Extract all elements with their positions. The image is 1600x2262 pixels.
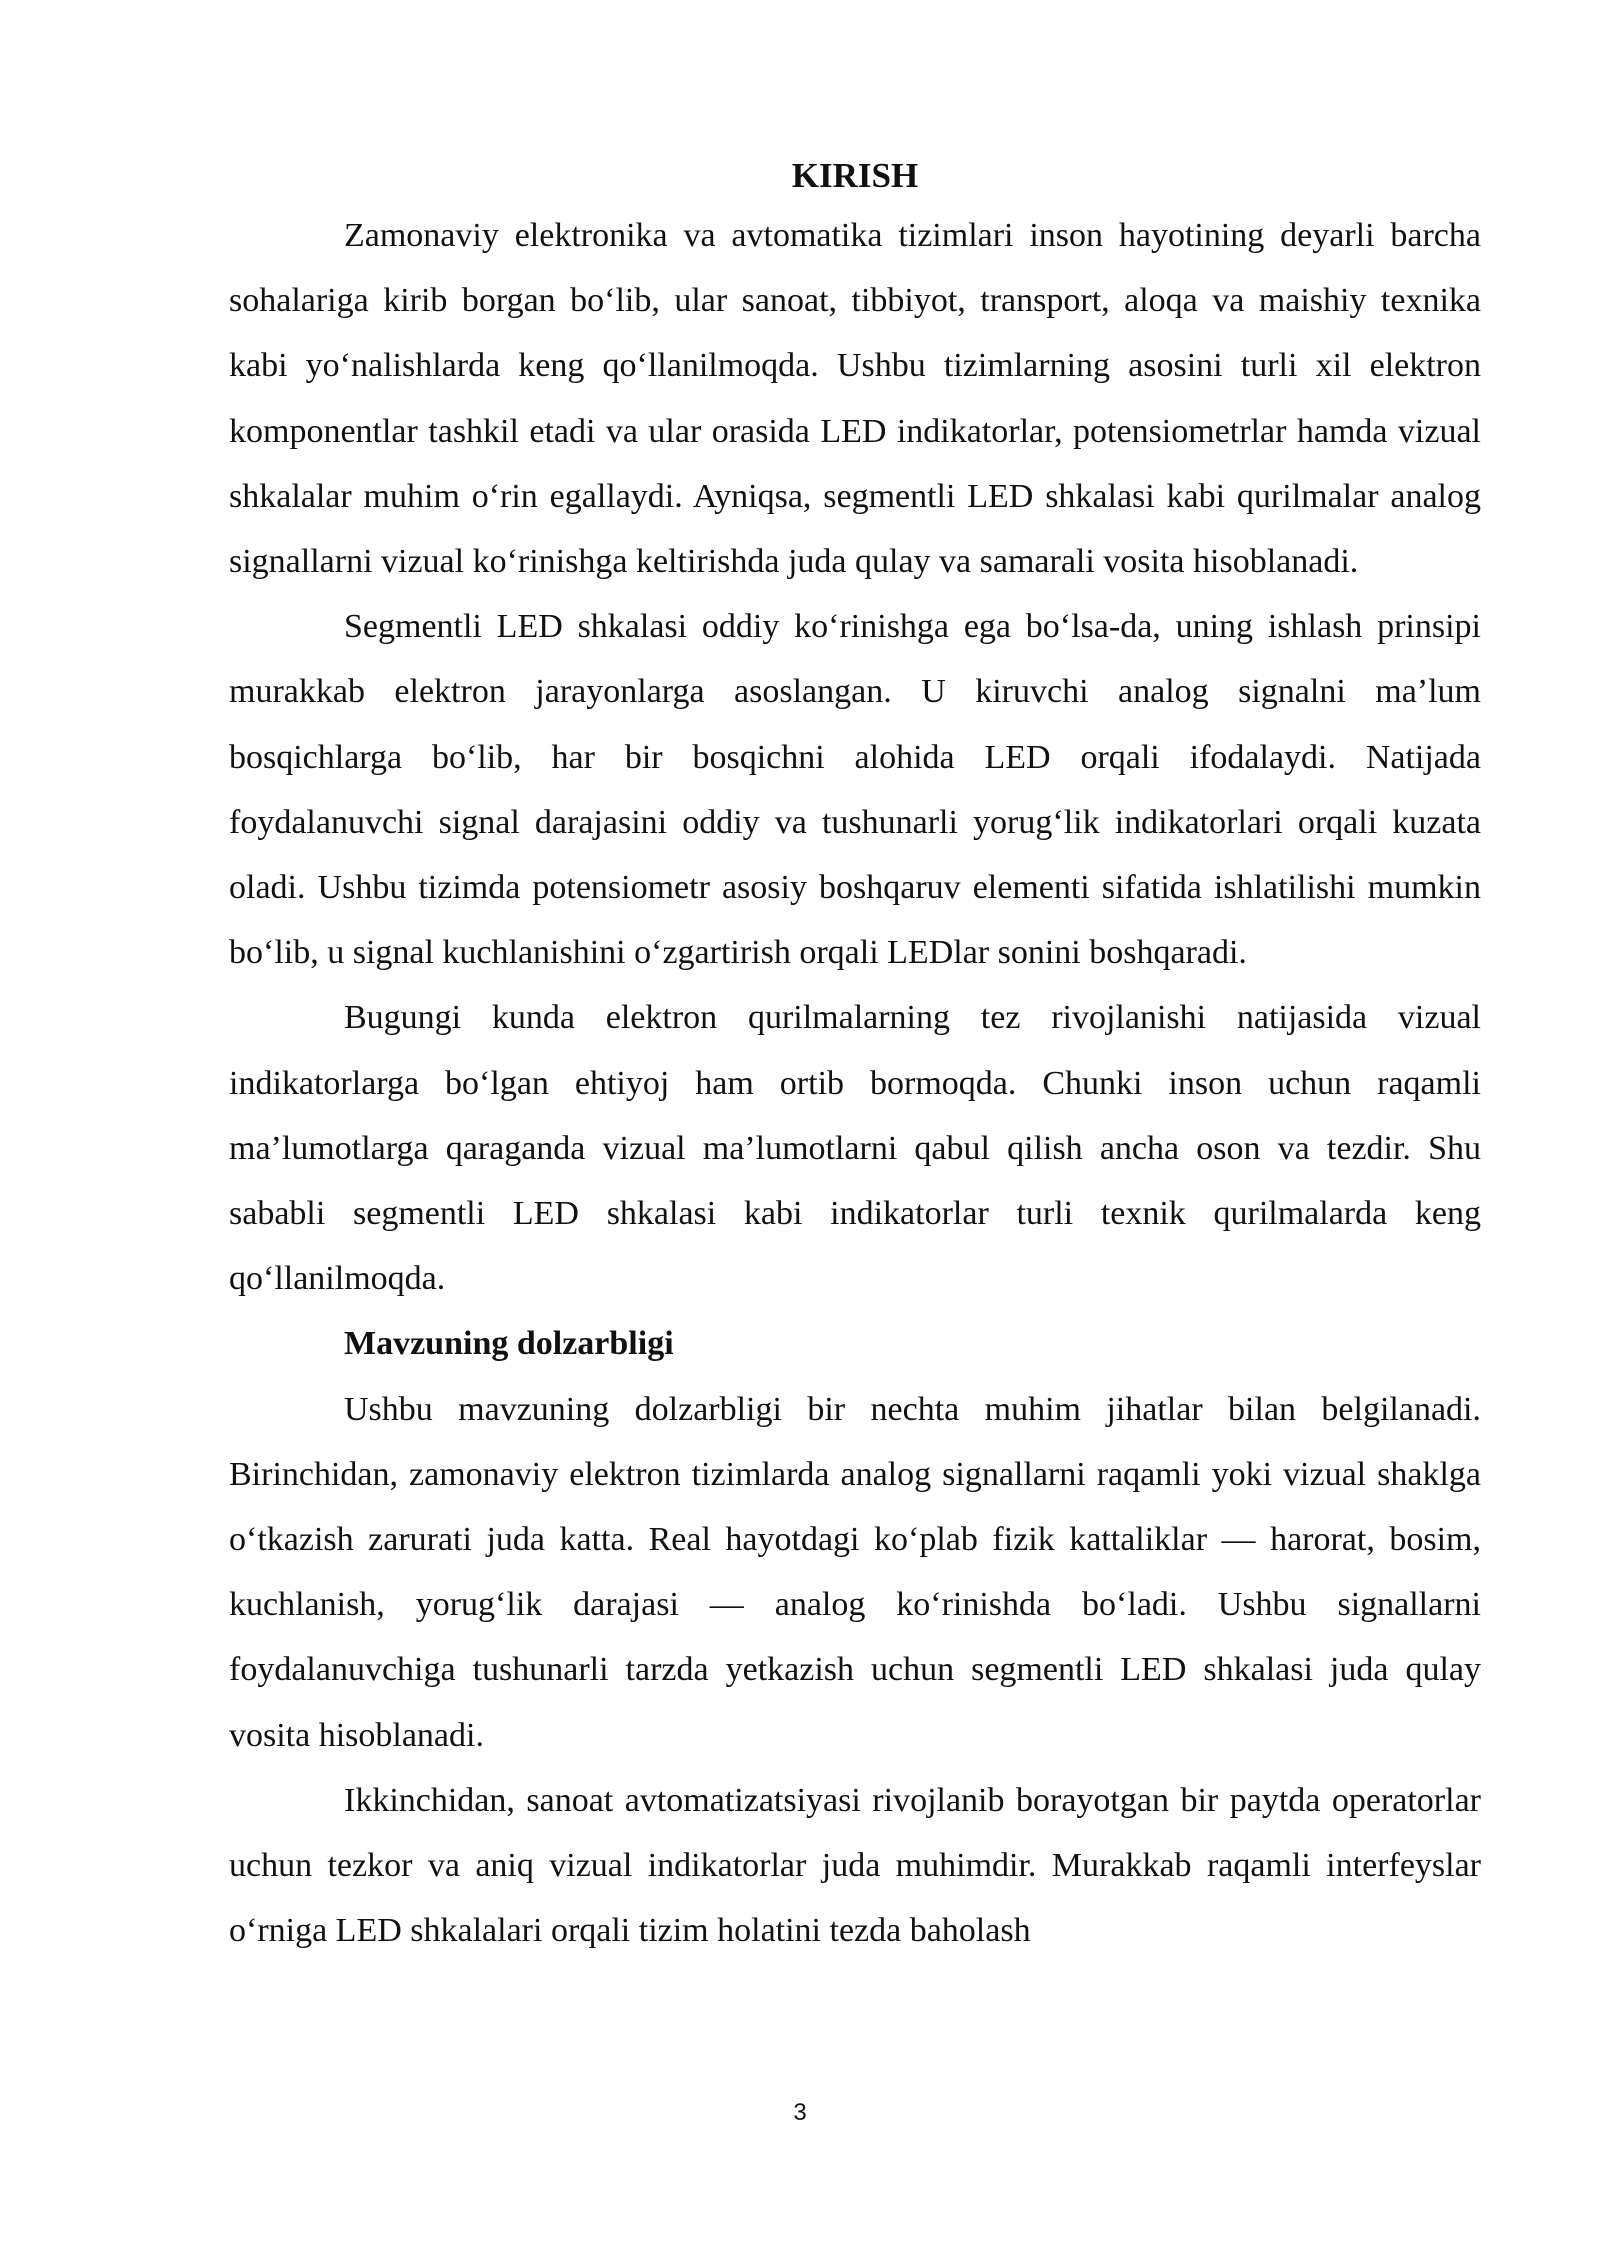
relevance-heading: Mavzuning dolzarbligi <box>344 1325 674 1363</box>
intro-paragraph-3: Bugungi kunda elektron qurilmalarning tez rivojlanishi natijasida vizual indikatorlarga bo‘lgan ehtiyoj ham ortib bormoqda. Chunki inson uchun raqamli ma’lumotlarga qaraganda vizual ma’lumotlarni qabul qilish ancha oson va tezdir. Shu sababli segmentli LED shkalasi kabi indikatorlar turli texnik qurilmalarda keng qo‘llanilmoqda. <box>229 999 1481 1298</box>
relevance-paragraph-2: Ikkinchidan, sanoat avtomatizatsiyasi rivojlanib borayotgan bir paytda operatorlar uchun tezkor va aniq vizual indikatorlar juda muhimdir. Murakkab raqamli interfeyslar o‘rniga LED shkalalari orqali tizim holatini tezda baholash <box>229 1781 1481 1950</box>
page-number: 3 <box>793 2099 807 2126</box>
relevance-paragraph-1: Ushbu mavzuning dolzarbligi bir nechta muhim jihatlar bilan belgilanadi. Birinchidan, zamonaviy elektron tizimlarda analog signallarni raqamli yoki vizual shaklga o‘tkazish zarurati juda katta. Real hayotdagi ko‘plab fizik kattaliklar — harorat, bosim, kuchlanish, yorug‘lik darajasi — analog ko‘rinishda bo‘ladi. Ushbu signallarni foydalanuvchiga tushunarli tarzda yetkazish uchun segmentli LED shkalasi juda qulay vosita hisoblanadi. <box>229 1390 1481 1754</box>
intro-paragraph-1: Zamonaviy elektronika va avtomatika tizimlari inson hayotining deyarli barcha sohalariga kirib borgan bo‘lib, ular sanoat, tibbiyot, transport, aloqa va maishiy texnika kabi yo‘nalishlarda keng qo‘llanilmoqda. Ushbu tizimlarning asosini turli xil elektron komponentlar tashkil etadi va ular orasida LED indikatorlar, potensiometrlar hamda vizual shkalalar muhim o‘rin egallaydi. Ayniqsa, segmentli LED shkalasi kabi qurilmalar analog signallarni vizual ko‘rinishga keltirishda juda qulay va samarali vosita hisoblanadi. <box>229 217 1481 581</box>
page-content <box>229 148 1481 1963</box>
section-title: KIRISH <box>791 156 919 195</box>
intro-paragraph-2: Segmentli LED shkalasi oddiy ko‘rinishga ega bo‘lsa-da, uning ishlash prinsipi murakkab elektron jarayonlarga asoslangan. U kiruvchi analog signalni ma’lum bosqichlarga bo‘lib, har bir bosqichni alohida LED orqali ifodalaydi. Natijada foydalanuvchi signal darajasini oddiy va tushunarli yorug‘lik indikatorlari orqali kuzata oladi. Ushbu tizimda potensiometr asosiy boshqaruv elementi sifatida ishlatilishi mumkin bo‘lib, u signal kuchlanishini o‘zgartirish orqali LEDlar sonini boshqaradi. <box>229 608 1481 972</box>
